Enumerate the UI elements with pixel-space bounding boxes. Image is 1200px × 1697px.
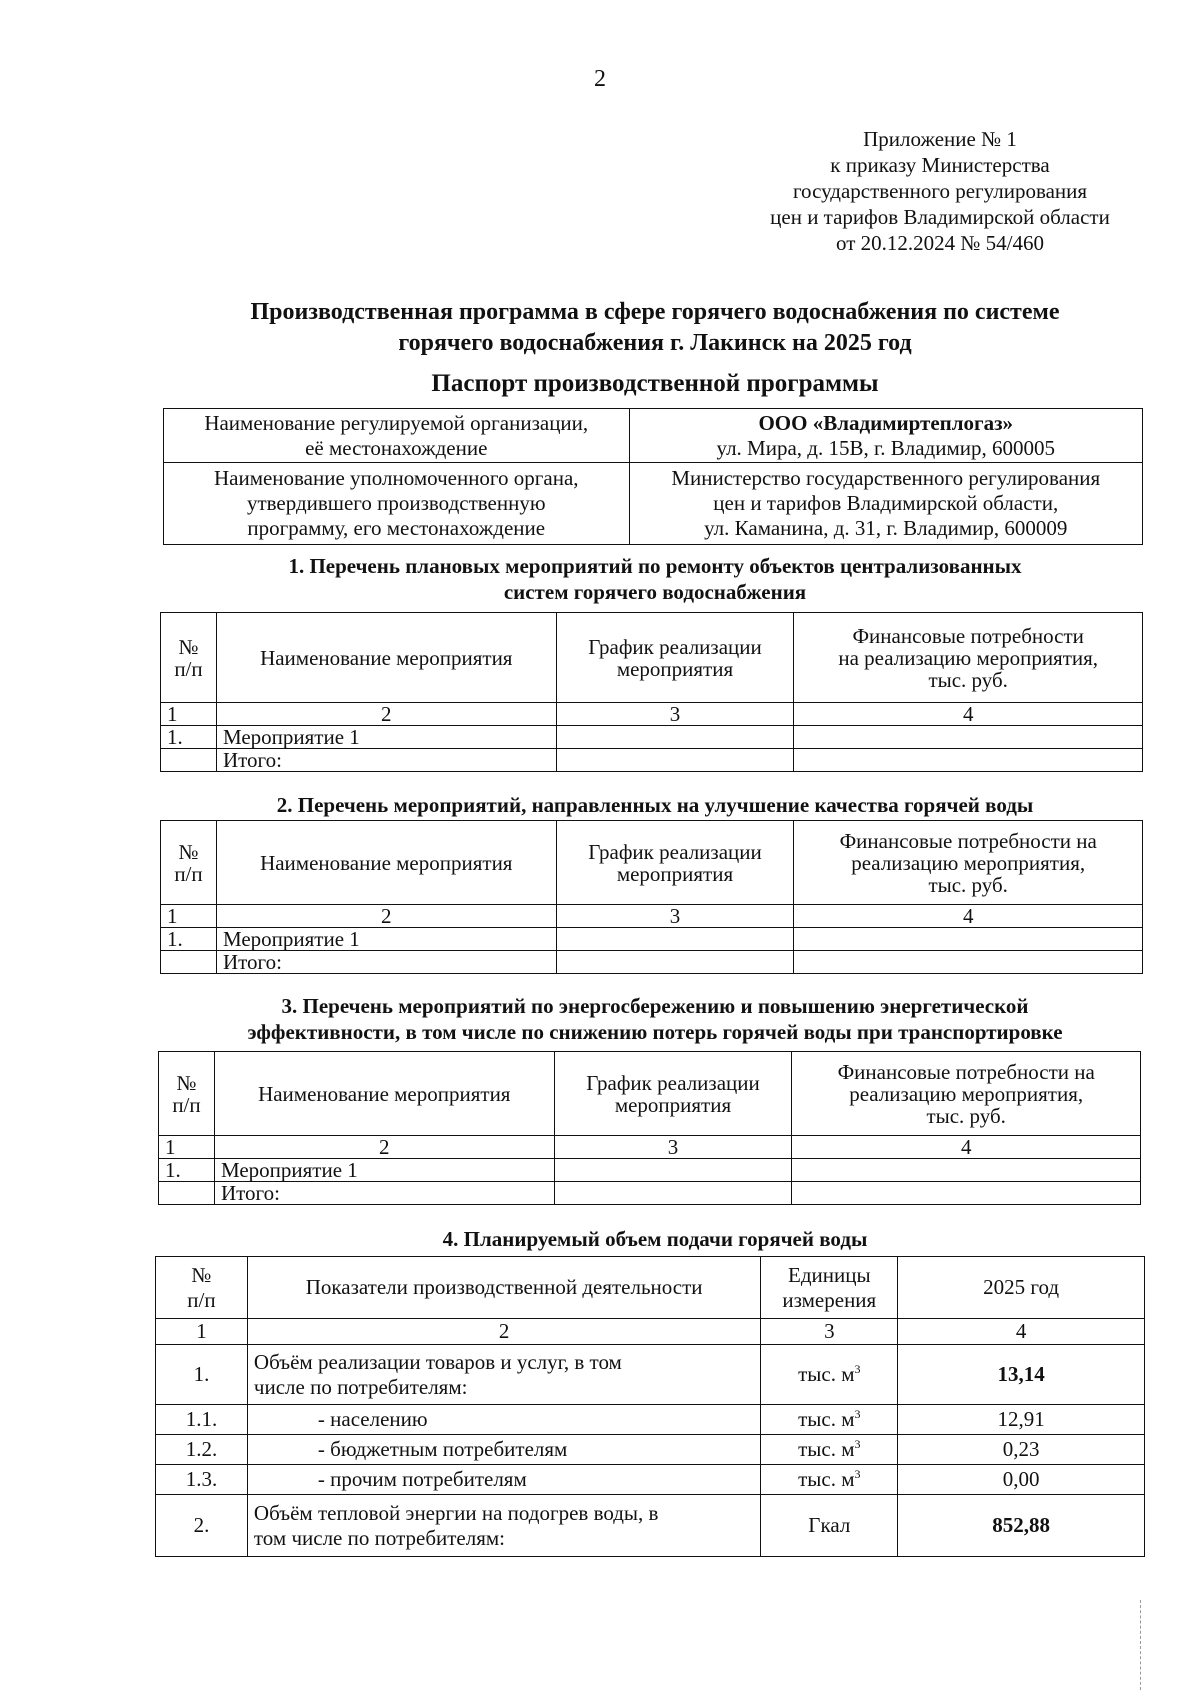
passport-value-cell: ООО «Владимиртеплогаз» ул. Мира, д. 15В, г. Владимир, 600005	[629, 409, 1143, 463]
row-finance	[794, 951, 1143, 974]
header-name: Наименование мероприятия	[216, 613, 556, 703]
row-num: 1.	[156, 1345, 248, 1405]
table-header-row	[156, 1257, 1145, 1319]
row-num	[161, 749, 217, 772]
section-4-table	[155, 1256, 1145, 1557]
header-name: Наименование мероприятия	[214, 1052, 554, 1136]
row-value: 852,88	[898, 1495, 1145, 1557]
row-unit: тыс. $м^3$	[761, 1465, 898, 1495]
row-finance	[794, 749, 1143, 772]
row-schedule	[556, 726, 794, 749]
appendix-line: цен и тарифов Владимирской области	[770, 205, 1110, 229]
table-row	[161, 726, 1143, 749]
section-4-title: 4. Планируемый объем подачи горячей воды	[442, 1227, 868, 1251]
scan-artifact-line	[1140, 1600, 1141, 1690]
row-value: 0,00	[898, 1465, 1145, 1495]
row-schedule	[554, 1182, 792, 1205]
row-value: 13,14	[898, 1345, 1145, 1405]
table-row	[156, 1435, 1145, 1465]
row-unit: Гкал	[761, 1495, 898, 1557]
row-name: Мероприятие 1	[216, 726, 556, 749]
col-number: 3	[554, 1136, 792, 1159]
col-number: 4	[794, 905, 1143, 928]
header-schedule: График реализации мероприятия	[554, 1052, 792, 1136]
document-title	[160, 297, 1150, 359]
row-schedule	[554, 1159, 792, 1182]
passport-value-cell: Министерство государственного регулирования цен и тарифов Владимирской области, ул. Каманина, д. 31, г. Владимир, 600009	[629, 463, 1143, 545]
col-number: 3	[556, 703, 794, 726]
row-name: Итого:	[216, 749, 556, 772]
section-2-title: 2. Перечень мероприятий, направленных на улучшение качества горячей воды	[276, 793, 1034, 817]
row-value: 0,23	[898, 1435, 1145, 1465]
row-unit: тыс. $м^3$	[761, 1345, 898, 1405]
col-number: 2	[247, 1319, 760, 1345]
row-num: 1.	[161, 726, 217, 749]
row-name: Мероприятие 1	[216, 928, 556, 951]
col-number: 2	[216, 703, 556, 726]
col-number: 4	[794, 703, 1143, 726]
column-number-row	[161, 905, 1143, 928]
row-num: 1.	[159, 1159, 215, 1182]
header-schedule: График реализации мероприятия	[556, 613, 794, 703]
col-number: 4	[792, 1136, 1141, 1159]
section-2-table	[160, 820, 1143, 974]
document-title-line: горячего водоснабжения г. Лакинск на 2025 год	[398, 330, 912, 356]
column-number-row	[156, 1319, 1145, 1345]
row-indicator: Объём тепловой энергии на подогрев воды, в том числе по потребителям:	[247, 1495, 760, 1557]
section-3-table	[158, 1051, 1141, 1205]
row-name: Итого:	[216, 951, 556, 974]
page-number: 2	[594, 66, 606, 92]
row-indicator: - бюджетным потребителям	[247, 1435, 760, 1465]
row-num: 1.2.	[156, 1435, 248, 1465]
header-num: № п/п	[159, 1052, 215, 1136]
row-value: 12,91	[898, 1405, 1145, 1435]
row-finance	[792, 1159, 1141, 1182]
col-number: 2	[216, 905, 556, 928]
table-row-total	[161, 951, 1143, 974]
col-number: 4	[898, 1319, 1145, 1345]
row-num: 1.3.	[156, 1465, 248, 1495]
document-title-line: Производственная программа в сфере горячего водоснабжения по системе	[250, 299, 1060, 325]
col-number: 3	[556, 905, 794, 928]
row-unit: тыс. $м^3$	[761, 1435, 898, 1465]
header-schedule: График реализации мероприятия	[556, 821, 794, 905]
table-row	[161, 928, 1143, 951]
passport-table	[163, 408, 1143, 545]
header-num: № п/п	[156, 1257, 248, 1319]
row-finance	[794, 726, 1143, 749]
table-row	[156, 1495, 1145, 1557]
row-num: 2.	[156, 1495, 248, 1557]
row-indicator: - прочим потребителям	[247, 1465, 760, 1495]
row-indicator: Объём реализации товаров и услуг, в том числе по потребителям:	[247, 1345, 760, 1405]
row-num	[159, 1182, 215, 1205]
header-num: № п/п	[161, 821, 217, 905]
row-schedule	[556, 928, 794, 951]
header-finance: Финансовые потребности на реализацию мероприятия, тыс. руб.	[794, 613, 1143, 703]
passport-title: Паспорт производственной программы	[431, 370, 879, 397]
row-num	[161, 951, 217, 974]
table-row	[156, 1345, 1145, 1405]
header-finance: Финансовые потребности на реализацию мероприятия, тыс. руб.	[794, 821, 1143, 905]
header-indicator: Показатели производственной деятельности	[247, 1257, 760, 1319]
col-number: 2	[214, 1136, 554, 1159]
section-3-title: 3. Перечень мероприятий по энергосбережению и повышению энергетической эффективности, в том числе по снижению потерь горячей воды при транспортировке	[247, 994, 1063, 1044]
col-number: 1	[161, 703, 217, 726]
table-header-row	[161, 613, 1143, 703]
header-finance: Финансовые потребности на реализацию мероприятия, тыс. руб.	[792, 1052, 1141, 1136]
row-indicator: - населению	[247, 1405, 760, 1435]
header-unit: Единицы измерения	[761, 1257, 898, 1319]
row-unit: тыс. $м^3$	[761, 1405, 898, 1435]
header-name: Наименование мероприятия	[216, 821, 556, 905]
row-name: Итого:	[214, 1182, 554, 1205]
passport-row	[164, 409, 1143, 463]
col-number: 1	[161, 905, 217, 928]
row-finance	[794, 928, 1143, 951]
row-schedule	[556, 749, 794, 772]
column-number-row	[161, 703, 1143, 726]
header-num: № п/п	[161, 613, 217, 703]
column-number-row	[159, 1136, 1141, 1159]
passport-row	[164, 463, 1143, 545]
table-row	[156, 1405, 1145, 1435]
col-number: 1	[156, 1319, 248, 1345]
row-num: 1.1.	[156, 1405, 248, 1435]
passport-label-cell: Наименование регулируемой организации, её местонахождение	[164, 409, 630, 463]
appendix-line: от 20.12.2024 № 54/460	[835, 231, 1045, 255]
header-year: 2025 год	[898, 1257, 1145, 1319]
table-header-row	[161, 821, 1143, 905]
table-row-total	[159, 1182, 1141, 1205]
col-number: 3	[761, 1319, 898, 1345]
appendix-line: Приложение № 1	[863, 127, 1017, 151]
col-number: 1	[159, 1136, 215, 1159]
organization-name: ООО «Владимиртеплогаз»	[758, 410, 1014, 435]
section-1-table	[160, 612, 1143, 772]
row-num: 1.	[161, 928, 217, 951]
row-finance	[792, 1182, 1141, 1205]
section-1-title: 1. Перечень плановых мероприятий по ремонту объектов централизованных систем горячего водоснабжения	[288, 554, 1022, 604]
table-row	[156, 1465, 1145, 1495]
passport-label-cell: Наименование уполномоченного органа, утвердившего производственную программу, его местонахождение	[164, 463, 630, 545]
table-row-total	[161, 749, 1143, 772]
appendix-block	[700, 126, 1180, 256]
table-row	[159, 1159, 1141, 1182]
row-schedule	[556, 951, 794, 974]
appendix-line: государственного регулирования	[792, 179, 1088, 203]
table-header-row	[159, 1052, 1141, 1136]
appendix-line: к приказу Министерства	[830, 153, 1050, 177]
row-name: Мероприятие 1	[214, 1159, 554, 1182]
